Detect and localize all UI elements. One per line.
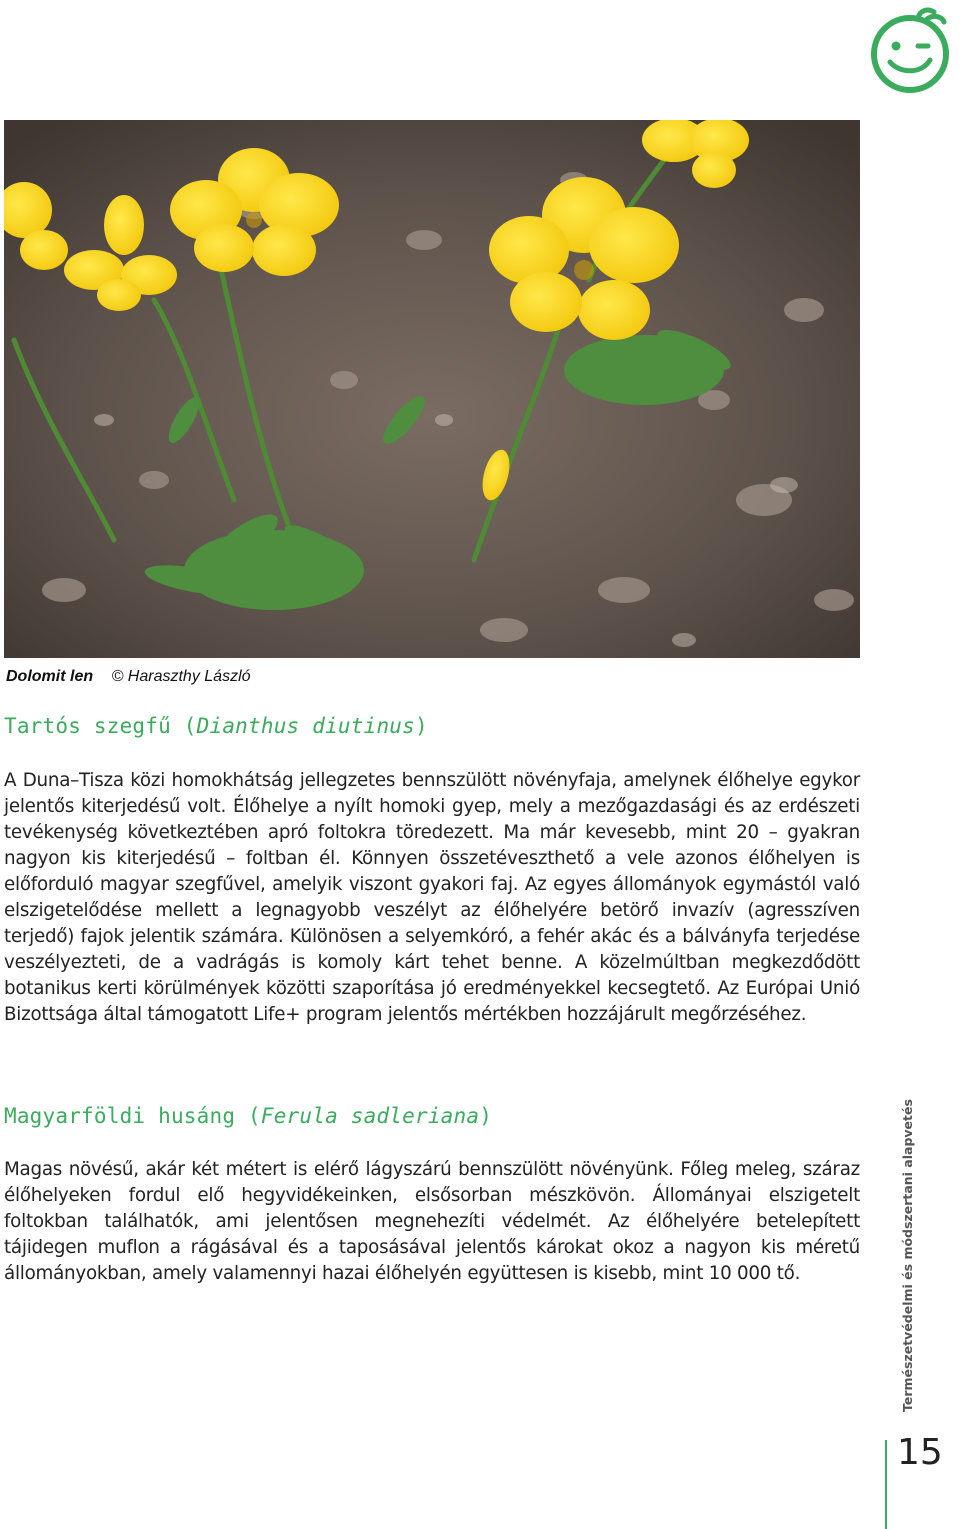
sidebar-book-title: Természetvédelmi és módszertani alapvetés (900, 1099, 915, 1412)
smiley-apple-icon (866, 6, 956, 94)
photo (4, 120, 860, 658)
heading-latin-name: Ferula sadleriana (260, 1104, 480, 1128)
section-body-ferula: Magas növésű, akár két métert is elérő lágyszárú bennszülött növényünk. Főleg meleg, száraz élőhelyeken fordul elő hegyvidékeinken, elsősorban mészkövön. Állományai elszigetelt foltokban találhatók, ami jelentősen megnehezíti védelmét. Az élőhelyére betelepített tájidegen muflon a rágásával és a taposásával jelentős károkat okoz a nagyon kis méretű állományokban, amely valamennyi hazai élőhelyén együttesen is kisebb, mint 10 000 tő. (4, 1159, 860, 1284)
heading-prefix: Tartós szegfű ( (4, 714, 197, 738)
page-number-rule (885, 1440, 887, 1529)
heading-suffix: ) (479, 1104, 493, 1128)
heading-latin-name: Dianthus diutinus (196, 714, 415, 738)
section-heading-ferula (4, 1104, 492, 1128)
section-heading-dianthus (4, 714, 428, 738)
caption-species-name: Dolomit len (6, 668, 94, 685)
heading-prefix: Magyarföldi husáng ( (4, 1104, 261, 1128)
photo-caption (6, 668, 251, 686)
page-number: 15 (897, 1432, 943, 1473)
heading-suffix: ) (415, 714, 428, 738)
caption-credit: © Haraszthy László (111, 668, 251, 685)
section-body-dianthus: A Duna–Tisza közi homokhátság jellegzetes bennszülött növényfaja, amelynek élőhelye egykor jelentős kiterjedésű volt. Élőhelye a nyílt homoki gyep, mely a mezőgazdasági és az erdészeti tevékenység következtében apró foltokra töredezett. Ma már kevesebb, mint 20 – gyakran nagyon kis kiterjedésű – foltban él. Könnyen összetéveszthető a vele azonos élőhelyen is előforduló magyar szegfűvel, amelyik viszont gyakori faj. Az egyes állományok egymástól való elszigetelődése mellett a legnagyobb veszélyt az élőhelyére betörő invazív (agresszíven terjedő) fajok jelentik számára. Különösen a selyemkóró, a fehér akác és a bálványfa terjedése veszélyezteti, de a vadrágás is komoly kárt tehet benne. A közelmúltban megkezdődött botanikus kerti körülmények közötti szaporítása jó eredményekkel kecsegtető. Az Európai Unió Bizottsága által támogatott Life+ program jelentős mértékben hozzájárult megőrzéséhez. (4, 770, 860, 1025)
logo (866, 6, 956, 94)
yellow-flax-flowers-photo (4, 120, 860, 658)
